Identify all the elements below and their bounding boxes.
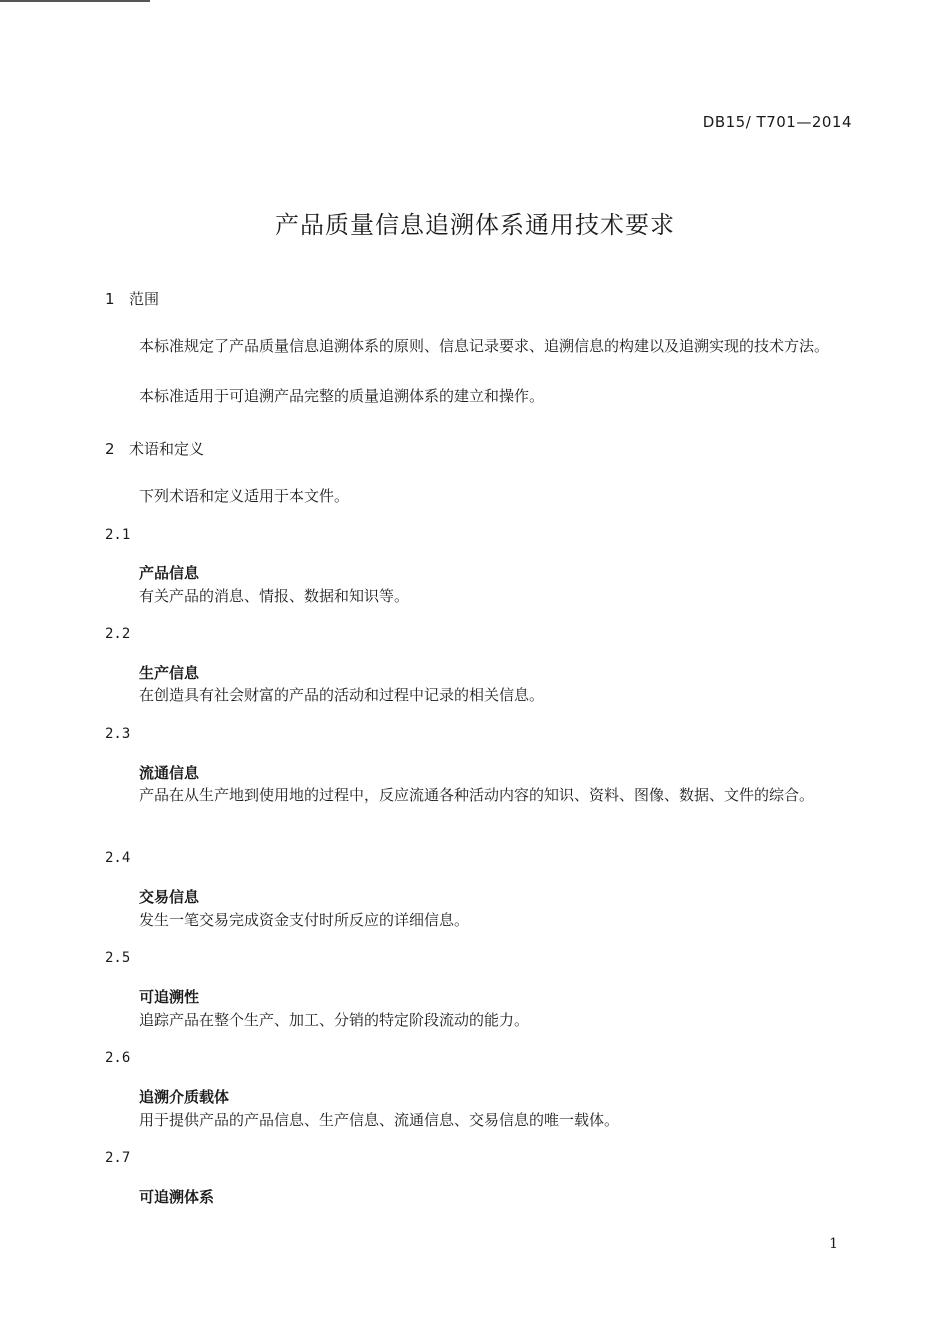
term-definition: 产品在从生产地到使用地的过程中，反应流通各种活动内容的知识、资料、图像、数据、文件的综合。 — [139, 786, 815, 804]
paragraph: 下列术语和定义适用于本文件。 — [139, 487, 350, 505]
term-name: 可追溯性 — [139, 988, 200, 1006]
clause-number: 2.7 — [105, 1150, 131, 1166]
paragraph: 本标准适用于可追溯产品完整的质量追溯体系的建立和操作。 — [139, 387, 545, 405]
term-name: 交易信息 — [139, 888, 200, 906]
clause-number: 2.2 — [105, 626, 131, 642]
term-name: 流通信息 — [139, 764, 200, 782]
term-definition: 有关产品的消息、情报、数据和知识等。 — [139, 587, 410, 605]
clause-number: 2.3 — [105, 726, 131, 742]
clause-number: 2.1 — [105, 527, 131, 543]
section-number: 2 — [105, 440, 115, 458]
standard-code: DB15/ T701—2014 — [702, 113, 852, 131]
term-name: 产品信息 — [139, 564, 200, 582]
section-number: 1 — [105, 290, 115, 308]
clause-number: 2.6 — [105, 1050, 131, 1066]
section-title: 范围 — [129, 290, 160, 308]
document-title: 产品质量信息追溯体系通用技术要求 — [275, 211, 675, 239]
section-heading-1 — [105, 288, 159, 309]
term-definition: 追踪产品在整个生产、加工、分销的特定阶段流动的能力。 — [139, 1011, 530, 1029]
section-heading-2 — [105, 438, 204, 459]
page-number: 1 — [829, 1236, 838, 1252]
clause-number: 2.5 — [105, 950, 131, 966]
scan-edge-mark — [0, 0, 150, 2]
term-name: 追溯介质载体 — [139, 1088, 230, 1106]
term-definition: 发生一笔交易完成资金支付时所反应的详细信息。 — [139, 911, 470, 929]
term-definition: 用于提供产品的产品信息、生产信息、流通信息、交易信息的唯一载体。 — [139, 1111, 620, 1129]
term-name: 可追溯体系 — [139, 1188, 215, 1206]
term-definition: 在创造具有社会财富的产品的活动和过程中记录的相关信息。 — [139, 686, 545, 704]
term-name: 生产信息 — [139, 664, 200, 682]
section-title: 术语和定义 — [129, 440, 205, 458]
clause-number: 2.4 — [105, 850, 131, 866]
paragraph: 本标准规定了产品质量信息追溯体系的原则、信息记录要求、追溯信息的构建以及追溯实现的技术方法。 — [139, 337, 830, 355]
